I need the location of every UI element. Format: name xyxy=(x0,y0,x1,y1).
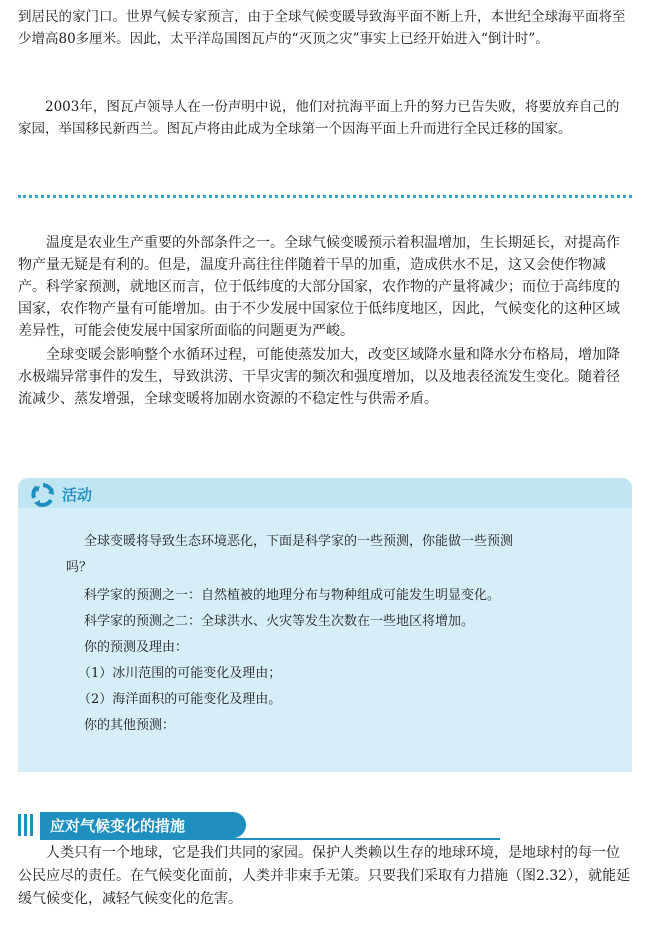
paragraph-agriculture: 温度是农业生产重要的外部条件之一。全球气候变暖预示着积温增加，生长期延长，对提高作物产量无疑是有利的。但是，温度升高往往伴随着干旱的加重，造成供水不足，这又会使作物减产。科学家预测，就地区而言，位于低纬度的大部分国家，农作物的产量将减少；而位于高纬度的国家，农作物产量有可能增加。由于不少发展中国家位于低纬度地区，因此，气候变化的这种区域差异性，可能会使发展中国家所面临的问题更为严峻。 xyxy=(18,235,620,339)
cycle-arrows-icon xyxy=(30,482,56,508)
activity-box xyxy=(18,478,632,772)
activity-your-prediction: 你的预测及理由： xyxy=(84,640,189,655)
activity-question-line2: 吗？ xyxy=(66,560,93,575)
activity-title: 活动 xyxy=(62,486,93,504)
activity-header-strip xyxy=(18,478,632,508)
heading-bar xyxy=(24,814,27,836)
heading-bar xyxy=(18,814,21,836)
paragraph-tuvalu-1: 到居民的家门口。世界气候专家预言，由于全球气候变暖导致海平面不断上升，本世纪全球海平面将至少增高80多厘米。因此，太平洋岛国图瓦卢的“灭顶之灾”事实上已经开始进入“倒计时”。 xyxy=(18,9,626,47)
dotted-divider xyxy=(18,195,632,198)
heading-bar xyxy=(30,814,33,836)
paragraph-tuvalu-2: 2003年，图瓦卢领导人在一份声明中说，他们对抗海平面上升的努力已告失败，将要放弃自己的家园，举国移民新西兰。图瓦卢将由此成为全球第一个因海平面上升而进行全民迁移的国家。 xyxy=(18,99,620,137)
activity-question-line1: 全球变暖将导致生态环境恶化，下面是科学家的一些预测，你能做一些预测 xyxy=(84,534,514,549)
activity-prediction-1: 科学家的预测之一：自然植被的地理分布与物种组成可能发生明显变化。 xyxy=(84,588,501,603)
section-title: 应对气候变化的措施 xyxy=(50,817,186,835)
paragraph-water-cycle: 全球变暖会影响整个水循环过程，可能使蒸发加大，改变区域降水量和降水分布格局，增加降水极端异常事件的发生，导致洪涝、干旱灾害的频次和强度增加，以及地表径流发生变化。随着径流减少、蒸发增强，全球变暖将加剧水资源的不稳定性与供需矛盾。 xyxy=(18,347,620,407)
section-heading xyxy=(18,812,278,838)
activity-item-ocean: （2）海洋面积的可能变化及理由。 xyxy=(78,692,282,707)
paragraph-measures: 人类只有一个地球，它是我们共同的家园。保护人类赖以生存的地球环境，是地球村的每一位公民应尽的责任。在气候变化面前，人类并非束手无策。只要我们采取有力措施（图2.32），就能延缓气候变化，减轻气候变化的危害。 xyxy=(18,845,631,907)
activity-other-prediction: 你的其他预测： xyxy=(84,718,176,733)
heading-underline xyxy=(40,838,500,840)
activity-item-glacier: （1）冰川范围的可能变化及理由； xyxy=(78,666,282,681)
activity-prediction-2: 科学家的预测之二：全球洪水、火灾等发生次数在一些地区将增加。 xyxy=(84,614,475,629)
